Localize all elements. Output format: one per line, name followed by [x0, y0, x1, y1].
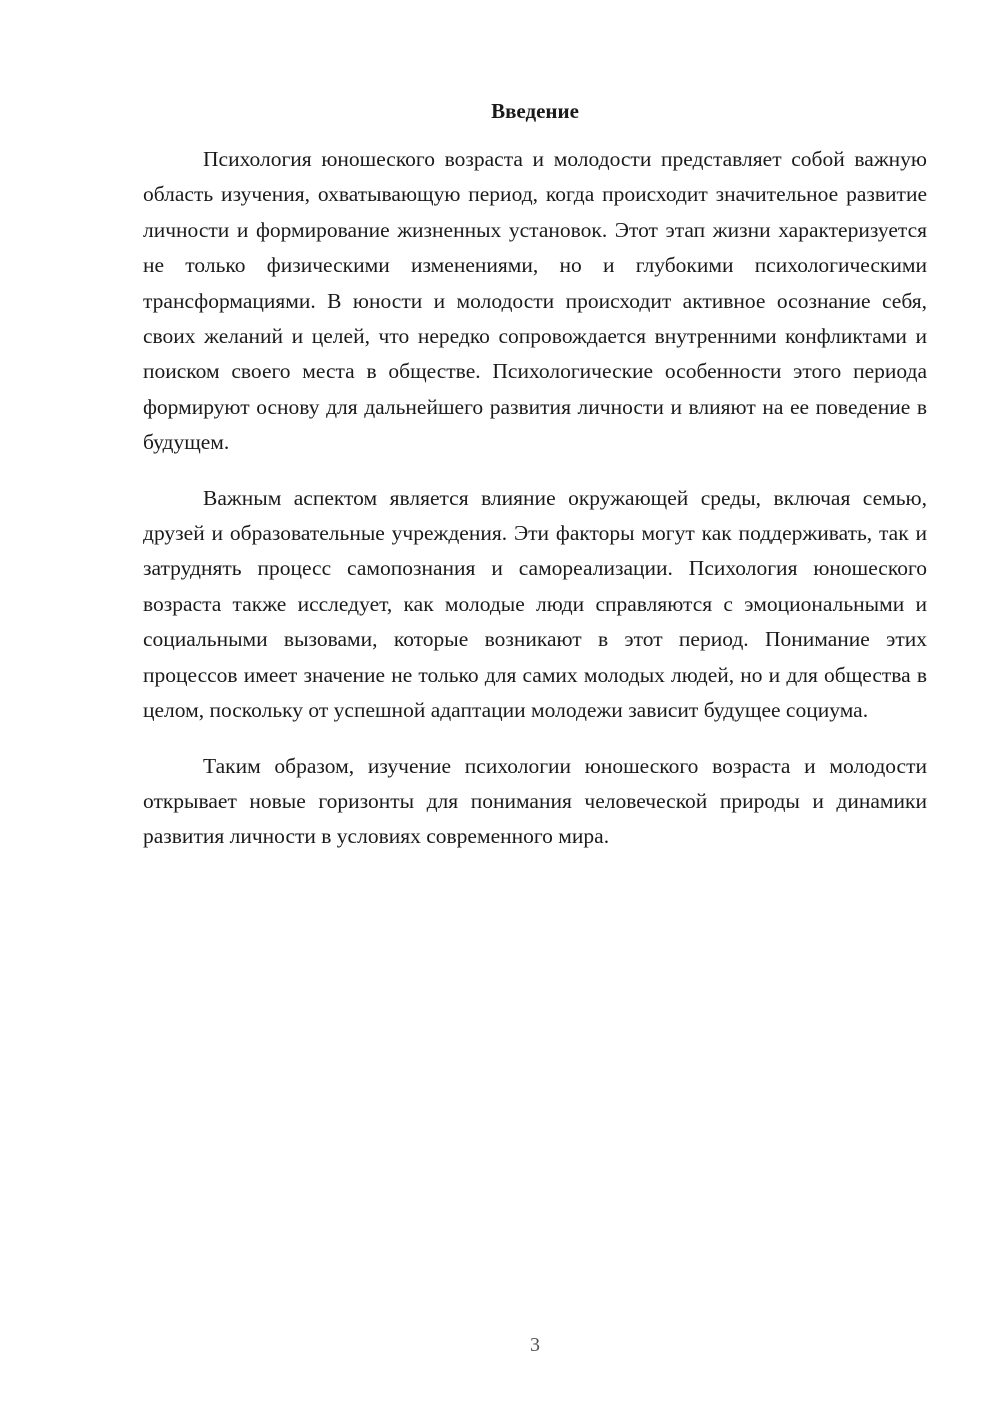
paragraph-3: Таким образом, изучение психологии юношеского возраста и молодости открывает новые горизонты для понимания человеческой природы и динамики развития личности в условиях современного мира. [143, 753, 927, 849]
body-text [143, 142, 927, 855]
section-title: Введение [491, 99, 579, 123]
paragraph-2: Важным аспектом является влияние окружающей среды, включая семью, друзей и образовательные учреждения. Эти факторы могут как поддерживать, так и затруднять процесс самопознания и самореализации. Психология юношеского возраста также исследует, как молодые люди справляются с эмоциональными и социальными вызовами, которые возникают в этот период. Понимание этих процессов имеет значение не только для самих молодых людей, но и для общества в целом, поскольку от успешной адаптации молодежи зависит будущее социума. [143, 485, 927, 723]
page-number: 3 [530, 1334, 540, 1356]
paragraph-1: Психология юношеского возраста и молодости представляет собой важную область изучения, охватывающую период, когда происходит значительное развитие личности и формирование жизненных установок. Этот этап жизни характеризуется не только физическими изменениями, но и глубокими психологическими трансформациями. В юности и молодости происходит активное осознание себя, своих желаний и целей, что нередко сопровождается внутренними конфликтами и поиском своего места в обществе. Психологические особенности этого периода формируют основу для дальнейшего развития личности и влияют на ее поведение в будущем. [143, 147, 927, 455]
